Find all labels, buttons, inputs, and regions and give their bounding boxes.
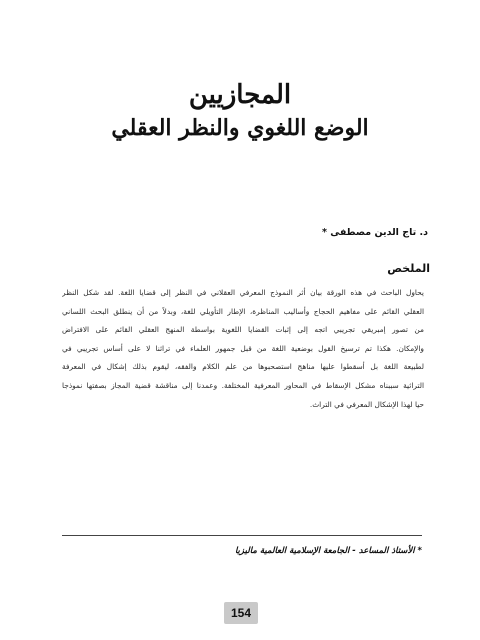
footnote: * الأستاذ المساعد - الجامعة الإسلامية العالمية ماليزيا <box>234 546 422 556</box>
page-number-badge <box>224 602 258 624</box>
abstract-line: لطبيعة اللغة بل أسقطوا عليها مناهج استصحبوها من علم الكلام والفقه، ليقوم بذلك إشكال في المعرفة <box>62 362 424 372</box>
abstract-line: العقلي القائم على مفاهيم الحجاج وأساليب المناظرة، الإطار التأويلي للغة، وبدلاً من أن ينطلق البحث اللساني <box>62 306 424 316</box>
abstract-line: يحاول الباحث في هذه الورقة بيان أثر النموذج المعرفي العقلاني في النظر إلى قضايا اللغة. لقد شكل النظر <box>62 288 424 297</box>
abstract-line: التراثية سببناه مشكل الإسقاط في المحاور المعرفية المختلفة. وعمدنا إلى مناقشة قضية المجاز بصفتها نموذجا <box>62 380 424 390</box>
abstract-line: من تصور إمبريقي تجريبي اتجه إلى إثبات القضايا اللغوية بواسطة المنهج العقلي القائم على الافتراض <box>62 325 424 335</box>
document-subtitle: الوضع اللغوي والنظر العقلي <box>111 115 369 141</box>
abstract-line: والإمكان. هكذا تم ترسيخ القول بوضعية اللغة من قبل جمهور العلماء في تراثنا لا على أساس تجريبي في <box>62 343 424 353</box>
abstract-heading: الملخص <box>387 262 430 275</box>
abstract-body <box>62 284 424 414</box>
document-title: المجازيين <box>188 80 292 110</box>
author-line: د. تاج الدين مصطفى * <box>321 227 428 238</box>
footnote-divider <box>62 535 422 536</box>
abstract-line: حيا لهذا الإشكال المعرفي في التراث. <box>309 399 424 409</box>
page-number: 154 <box>230 606 252 620</box>
